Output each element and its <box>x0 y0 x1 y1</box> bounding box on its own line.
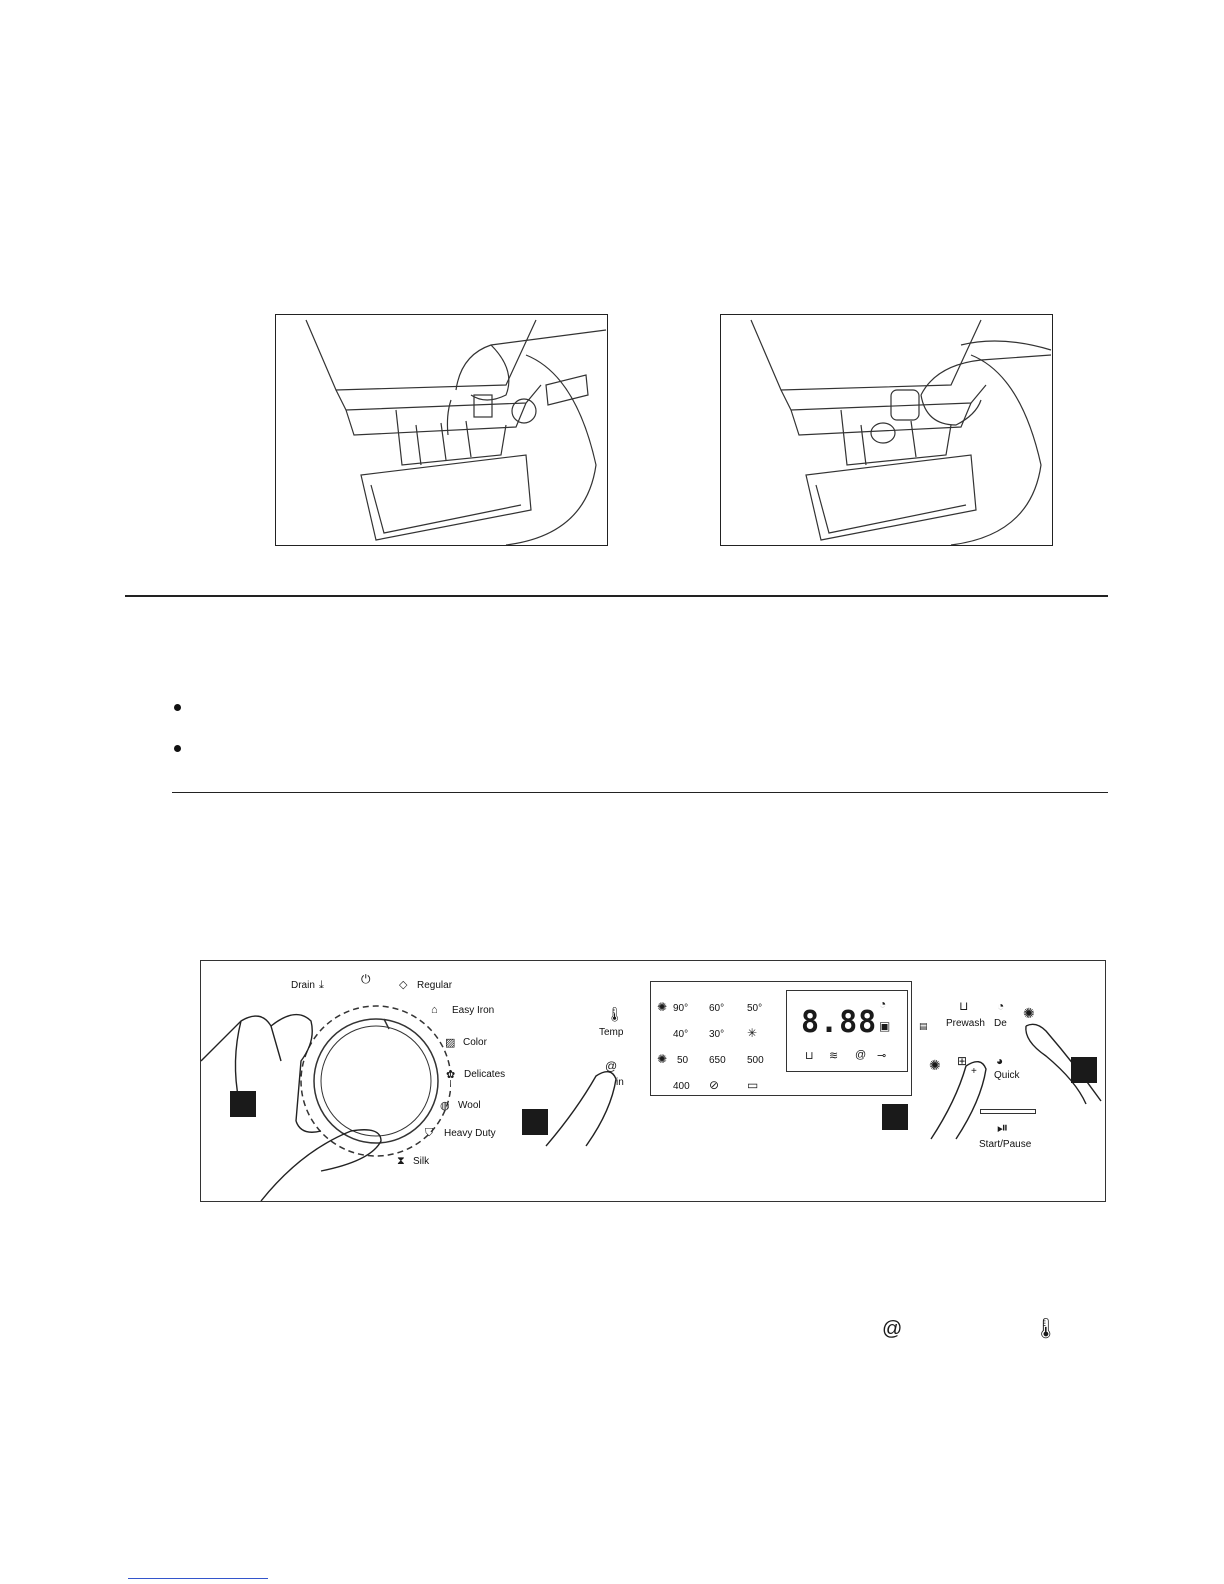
dispenser-pour-illustration <box>275 314 608 546</box>
spin-icon: @ <box>882 1318 903 1340</box>
temp-option-90: 90° <box>673 1003 689 1014</box>
spin-label: in <box>616 1077 624 1088</box>
door-lock-icon: ▣ <box>879 1019 891 1033</box>
dispenser-pour-drawing <box>276 315 607 545</box>
lock-small-icon: ▤ <box>919 1021 928 1031</box>
prewash-label: Prewash <box>946 1018 985 1029</box>
easy-iron-icon: ⌂ <box>431 1004 438 1016</box>
extra-rinse-icon: ⊞ <box>957 1054 968 1068</box>
prewash-icon: ⊔ <box>959 999 969 1013</box>
delay-icon: ◔ <box>997 999 1005 1013</box>
spark-icon: ✺ <box>1023 1005 1035 1021</box>
program-label-delicates: Delicates <box>464 1069 506 1080</box>
power-icon: ⏻ <box>361 972 371 986</box>
step-marker <box>882 1104 908 1130</box>
spark-icon: ✺ <box>657 1052 668 1066</box>
lcd-window <box>786 990 908 1072</box>
finger-press-illustration <box>911 1051 1004 1141</box>
play-pause-icon: ⏯ <box>997 1119 1009 1135</box>
footer-rule <box>128 1578 268 1579</box>
spin-option-500: 500 <box>747 1055 764 1066</box>
no-spin-icon: ⊘ <box>709 1078 720 1092</box>
wash-phase-icon: ⊔ <box>805 1050 814 1062</box>
delay-label: De <box>994 1018 1007 1029</box>
plus-label: + <box>971 1066 977 1077</box>
temp-option-50: 50° <box>747 1003 763 1014</box>
heavy-duty-icon: ⛉ <box>425 1127 434 1139</box>
spin-option-650: 650 <box>709 1055 726 1066</box>
step-marker <box>230 1091 256 1117</box>
program-label-wool: Wool <box>458 1100 481 1111</box>
silk-icon: ⧗ <box>397 1155 405 1167</box>
spin-phase-icon: @ <box>855 1049 867 1061</box>
start-pause-label: Start/Pause <box>979 1139 1032 1150</box>
temperature-icon: 🌡 <box>606 1006 624 1022</box>
quick-label: Quick <box>994 1070 1020 1081</box>
wool-icon: ◍ <box>440 1100 450 1112</box>
color-icon: ▨ <box>445 1037 456 1049</box>
bullet-point <box>174 745 181 752</box>
bullet-point <box>174 704 181 711</box>
step-marker <box>522 1109 548 1135</box>
display-panel <box>650 981 912 1096</box>
quick-icon: ◕ <box>996 1054 1004 1068</box>
temp-label: Temp <box>599 1027 624 1038</box>
section-divider <box>125 595 1108 597</box>
temperature-icon: 🌡 <box>1033 1318 1059 1340</box>
step-marker <box>1071 1057 1097 1083</box>
regular-icon: ◇ <box>399 979 408 991</box>
spark-icon: ✺ <box>929 1057 941 1073</box>
temp-option-40: 40° <box>673 1029 689 1040</box>
program-label-silk: Silk <box>413 1156 430 1167</box>
program-label-drain: Drain <box>291 980 315 991</box>
cold-icon: ✳ <box>747 1026 758 1040</box>
delicates-icon: ✿ <box>446 1069 456 1081</box>
clock-icon: ◔ <box>879 997 887 1011</box>
list-divider <box>172 792 1108 793</box>
child-lock-icon: ⊸ <box>877 1050 887 1062</box>
control-panel-illustration <box>200 960 1106 1202</box>
spin-icon: @ <box>605 1059 618 1073</box>
spin-option-400: 400 <box>673 1081 690 1092</box>
rinse-hold-icon: ▭ <box>747 1078 759 1092</box>
program-label-color: Color <box>463 1037 487 1048</box>
finger-press-illustration <box>536 1061 626 1151</box>
rinse-phase-icon: ≋ <box>829 1050 839 1062</box>
temp-option-30: 30° <box>709 1029 725 1040</box>
program-label-easy-iron: Easy Iron <box>452 1005 495 1016</box>
program-label-heavy-duty: Heavy Duty <box>444 1128 496 1139</box>
spin-option-50: 50 <box>677 1055 689 1066</box>
lcd-digits: 8.88 <box>801 1005 878 1040</box>
spark-icon: ✺ <box>657 1000 668 1014</box>
temp-option-60: 60° <box>709 1003 725 1014</box>
dispenser-powder-drawing <box>721 315 1052 545</box>
drain-icon: ⤓ <box>319 979 324 991</box>
dispenser-powder-illustration <box>720 314 1053 546</box>
program-label-regular: Regular <box>417 980 453 991</box>
